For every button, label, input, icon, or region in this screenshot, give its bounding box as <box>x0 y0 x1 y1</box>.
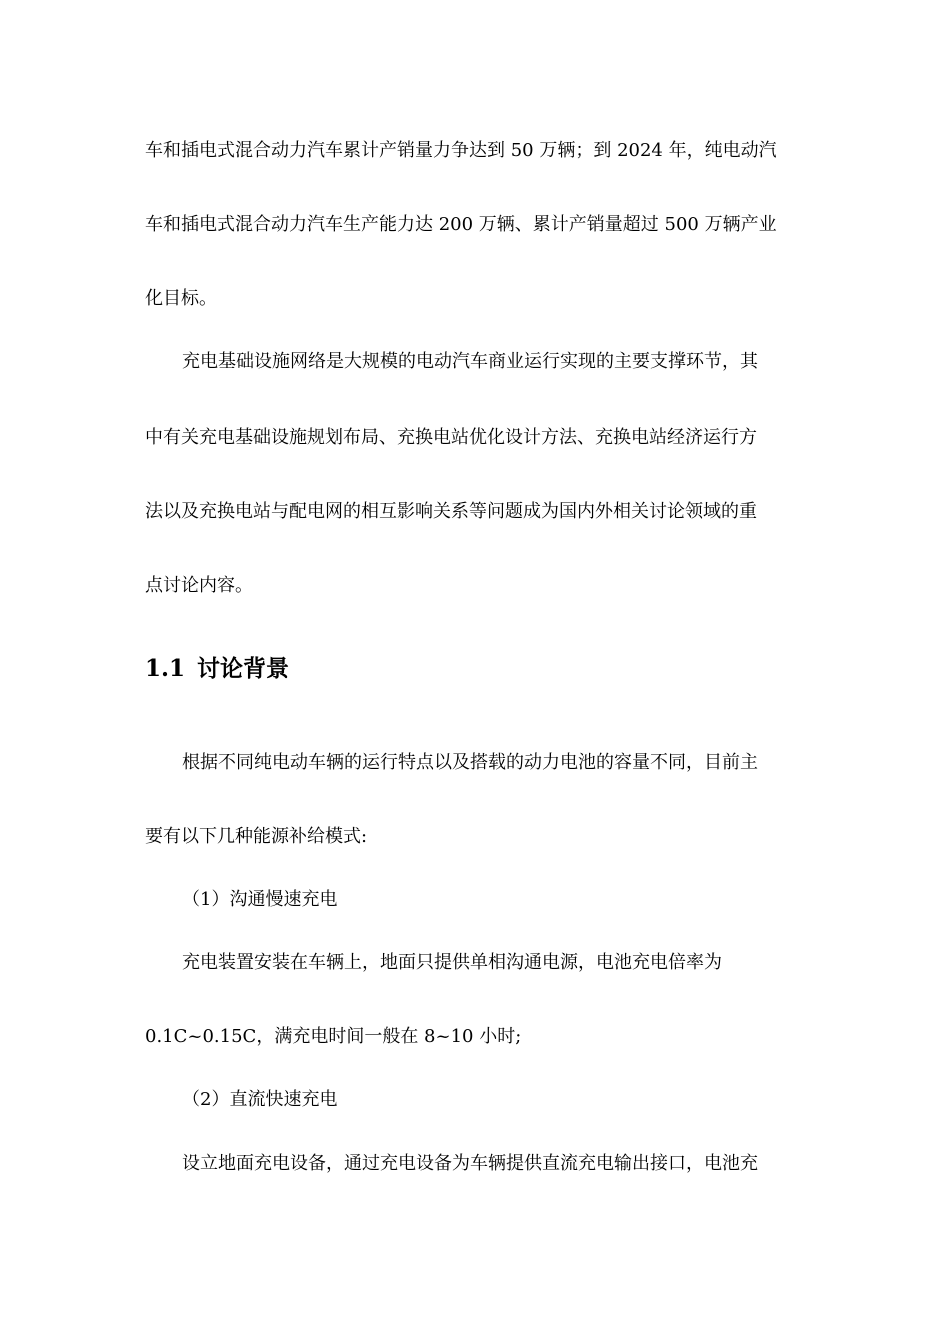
paragraph-1-line-3: 化目标。 <box>145 288 217 309</box>
item-1-line-2: 0.1C~0.15C，满充电时间一般在 8~10 小时; <box>145 1026 522 1047</box>
section-number: 1.1 <box>145 655 186 682</box>
section-title: 讨论背景 <box>197 655 290 682</box>
section-heading <box>145 655 289 683</box>
paragraph-1-line-1: 车和插电式混合动力汽车累计产销量力争达到 50 万辆；到 2024 年，纯电动汽 <box>145 140 777 161</box>
item-1-heading: （1）沟通慢速充电 <box>182 889 338 910</box>
paragraph-2-line-2: 中有关充电基础设施规划布局、充换电站优化设计方法、充换电站经济运行方 <box>145 427 757 448</box>
paragraph-3-line-2: 要有以下几种能源补给模式: <box>145 826 368 847</box>
paragraph-2-line-4: 点讨论内容。 <box>145 575 253 596</box>
item-2-line-1: 设立地面充电设备，通过充电设备为车辆提供直流充电输出接口，电池充 <box>182 1153 758 1174</box>
item-1-line-1: 充电装置安装在车辆上，地面只提供单相沟通电源，电池充电倍率为 <box>182 952 722 973</box>
paragraph-2-line-3: 法以及充换电站与配电网的相互影响关系等问题成为国内外相关讨论领域的重 <box>145 501 757 522</box>
paragraph-1-line-2: 车和插电式混合动力汽车生产能力达 200 万辆、累计产销量超过 500 万辆产业 <box>145 214 777 235</box>
paragraph-3-line-1: 根据不同纯电动车辆的运行特点以及搭载的动力电池的容量不同，目前主 <box>182 752 758 773</box>
paragraph-2-line-1: 充电基础设施网络是大规模的电动汽车商业运行实现的主要支撑环节，其 <box>182 351 758 372</box>
item-2-heading: （2）直流快速充电 <box>182 1089 338 1110</box>
